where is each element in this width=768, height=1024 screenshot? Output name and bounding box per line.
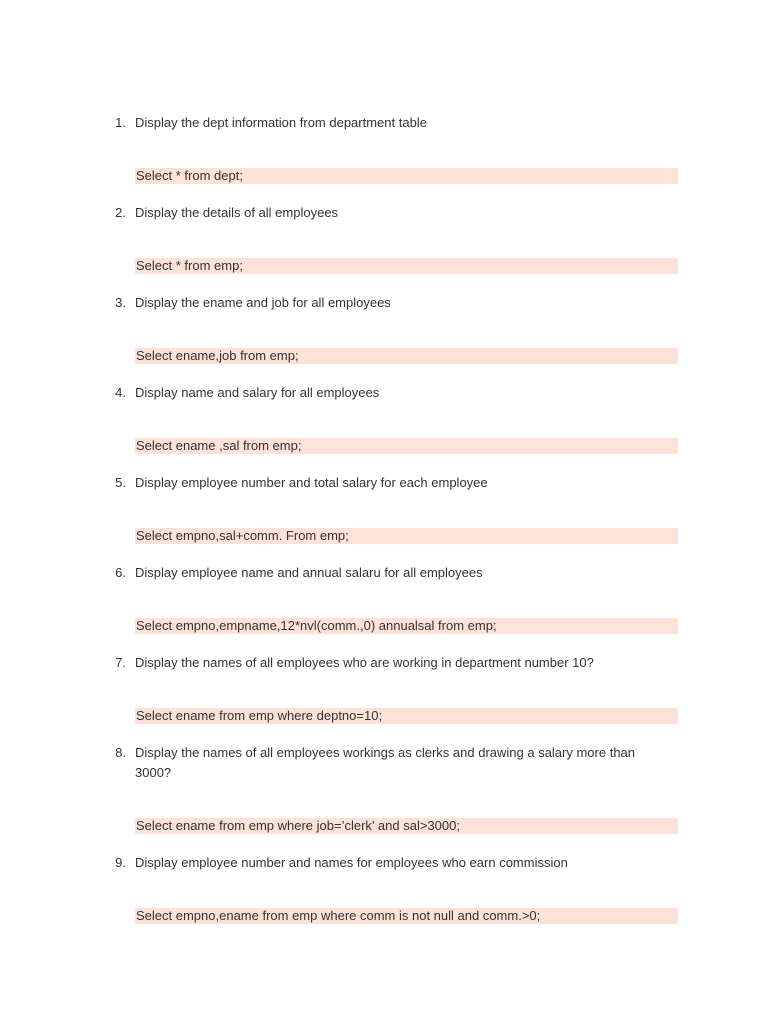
question-text: Display the names of all employees workings as clerks and drawing a salary more than 3000? [135,745,636,780]
item-number: 2. [115,205,126,220]
sql-answer: Select empno,sal+comm. From emp; [135,528,678,544]
sql-answer: Select * from emp; [135,258,678,274]
item-number: 6. [115,565,126,580]
item-number: 9. [115,855,126,870]
sql-answer: Select ename from emp where deptno=10; [135,708,678,724]
item-number: 5. [115,475,126,490]
question-text: Display employee number and names for employees who earn commission [135,855,568,870]
question-text: Display employee number and total salary for each employee [135,475,488,490]
question-text: Display name and salary for all employees [135,385,380,400]
sql-answer: Select * from dept; [135,168,678,184]
sql-answer: Select ename ,sal from emp; [135,438,678,454]
sql-answer: Select ename from emp where job=’clerk’ and sal>3000; [135,818,678,834]
question-text: Display the details of all employees [135,205,339,220]
question-text: Display the names of all employees who are working in department number 10? [135,655,594,670]
sql-answer: Select empno,empname,12*nvl(comm.,0) annualsal from emp; [135,618,678,634]
sql-answer: Select empno,ename from emp where comm is not null and comm.>0; [135,908,678,924]
item-number: 1. [115,115,126,130]
question-text: Display the dept information from department table [135,115,427,130]
question-text: Display the ename and job for all employees [135,295,391,310]
sql-answer: Select ename,job from emp; [135,348,678,364]
item-number: 3. [115,295,126,310]
item-number: 7. [115,655,126,670]
item-number: 4. [115,385,126,400]
question-text: Display employee name and annual salaru for all employees [135,565,483,580]
item-number: 8. [115,745,126,760]
